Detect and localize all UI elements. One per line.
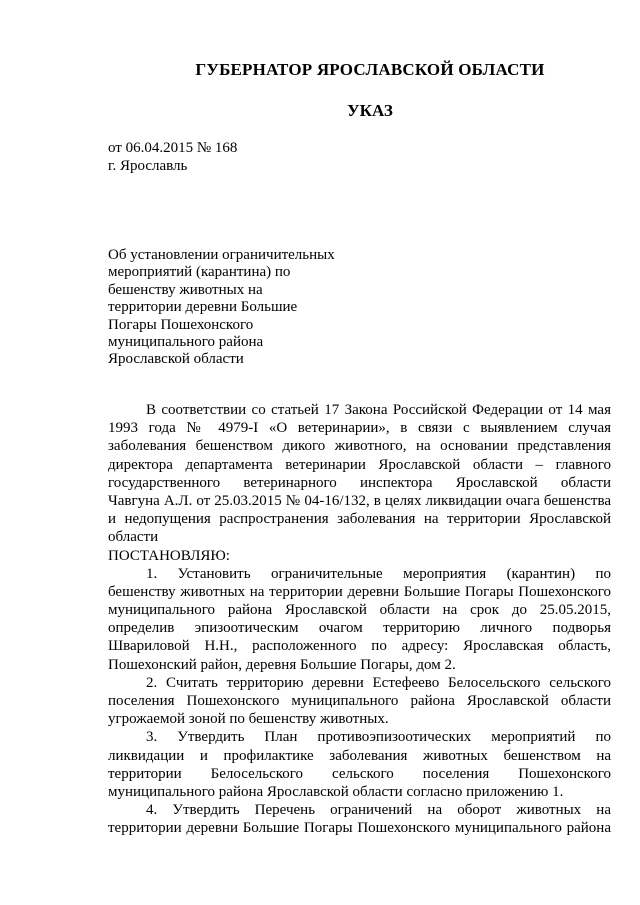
body-line: бешенству животных на территории деревни Большие Погары Пошехонского [108,583,611,600]
body-line: муниципального района Ярославской области на срок до 25.05.2015, [108,602,611,619]
body-line: государственного ветеринарного инспектора Ярославской области [108,474,611,491]
subject-line: мероприятий (карантина) по [108,264,291,281]
city: г. Ярославль [108,158,188,174]
body-line: 1. Установить ограничительные мероприятия (карантин) по [146,565,611,582]
subject-line: Ярославской области [108,351,244,368]
body-line: муниципального района Ярославской области согласно приложению 1. [108,783,564,800]
body-line: и недопущения распространения заболевания на территории Ярославской [108,511,611,528]
body-line: Пошехонский район, деревня Большие Погары, дом 2. [108,656,456,673]
body-line: 3. Утвердить План противоэпизоотических мероприятий по [146,729,611,746]
body-line: 2. Считать территорию деревни Естефеево Белосельского сельского [146,674,611,691]
item-3 [108,728,611,801]
document-title: ГУБЕРНАТОР ЯРОСЛАВСКОЙ ОБЛАСТИ [195,60,545,79]
decree-subject [108,247,335,369]
document-type: УКАЗ [347,101,393,120]
decree-word: ПОСТАНОВЛЯЮ: [108,547,230,564]
date-number: от 06.04.2015 № 168 [108,140,238,156]
body-line: угрожаемой зоной по бешенству животных. [108,711,389,728]
decree-body [108,401,611,838]
item-1 [108,565,611,674]
body-line: директора департамента ветеринарии Ярославской области – главного [108,456,611,473]
body-line: области [108,529,159,546]
subject-line: Об установлении ограничительных [108,247,335,263]
body-line: Чавгуна А.Л. от 25.03.2015 № 04-16/132, в целях ликвидации очага бешенства [108,492,611,509]
subject-line: бешенству животных на [108,281,263,298]
body-line: Швариловой Н.Н., расположенного по адресу: Ярославская область, [108,638,611,655]
preamble [108,401,611,547]
subject-line: муниципального района [108,334,264,351]
subject-line: территории деревни Большие [108,299,298,316]
body-line: заболевания бешенством дикого животного, на основании представления [108,438,611,455]
subject-line: Погары Пошехонского [108,316,254,333]
body-line: 4. Утвердить Перечень ограничений на оборот животных на [146,802,611,819]
item-2 [108,674,611,729]
body-line: 1993 года № 4979-I «О ветеринарии», в связи с выявлением случая [108,420,611,437]
item-4 [108,801,611,837]
body-line: ликвидации и профилактике заболевания животных бешенством на [108,747,611,764]
body-line: территории Белосельского сельского поселения Пошехонского [108,765,611,782]
body-line: определив эпизоотическим очагом территорию личного подворья [108,620,611,637]
body-line: территории деревни Большие Погары Пошехонского муниципального района [108,820,611,837]
body-line: поселения Пошехонского муниципального района Ярославской области [108,693,611,709]
body-line: В соответствии со статьей 17 Закона Российской Федерации от 14 мая [146,402,611,418]
